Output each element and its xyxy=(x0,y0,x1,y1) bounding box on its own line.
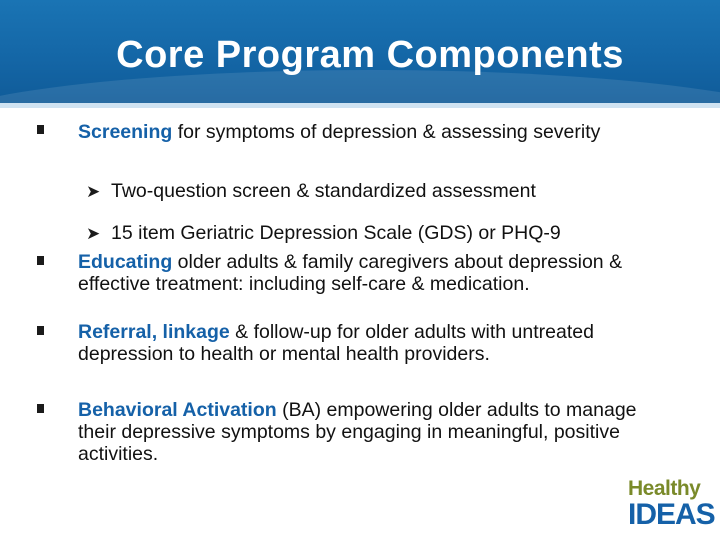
bullet-highlight: Behavioral Activation xyxy=(78,399,277,421)
healthy-ideas-logo xyxy=(628,477,715,531)
bullet-text: (BA) empowering older adults to manage their depressive symptoms by engaging in meaningful, positive activities. xyxy=(78,399,637,465)
sub-item: Two-question screen & standardized assessment xyxy=(111,180,536,202)
bullet-item-educating xyxy=(78,251,678,295)
square-bullet-icon xyxy=(37,326,44,335)
bullet-highlight: Referral, linkage xyxy=(78,321,230,343)
sub-item: 15 item Geriatric Depression Scale (GDS) or PHQ-9 xyxy=(111,222,561,244)
square-bullet-icon xyxy=(37,125,44,134)
arrow-bullet-icon: ➤ xyxy=(86,224,101,243)
logo-line1: Healthy xyxy=(628,477,701,500)
square-bullet-icon xyxy=(37,404,44,413)
slide-title: Core Program Components xyxy=(116,34,624,76)
arrow-bullet-icon: ➤ xyxy=(86,182,101,201)
bullet-highlight: Educating xyxy=(78,251,173,273)
bullet-text: older adults & family caregivers about depression & effective treatment: including self-care & medication. xyxy=(78,251,623,295)
bullet-item-referral xyxy=(78,321,678,365)
bullet-item-screening xyxy=(78,121,678,143)
logo-line2: IDEAS xyxy=(628,498,715,531)
bullet-item-behavioral-activation xyxy=(78,399,678,465)
bullet-text: for symptoms of depression & assessing severity xyxy=(172,121,601,143)
bullet-highlight: Screening xyxy=(78,121,173,143)
square-bullet-icon xyxy=(37,256,44,265)
bullet-text: & follow-up for older adults with untreated depression to health or mental health providers. xyxy=(78,321,594,365)
